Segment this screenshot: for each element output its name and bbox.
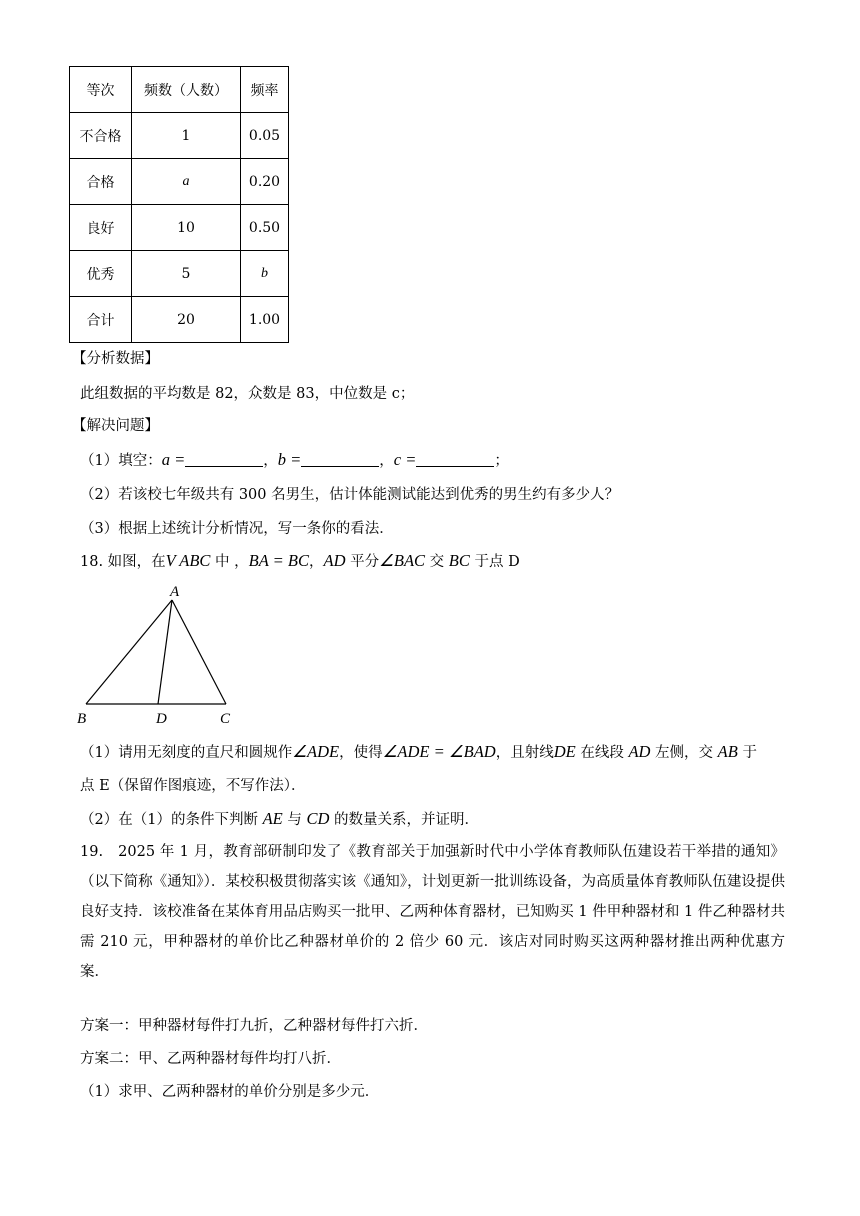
q18-p2-cd: CD (306, 809, 330, 828)
table-cell: 良好 (70, 205, 132, 251)
q18-p2-text: 与 (282, 812, 307, 828)
label-a: A (170, 584, 180, 600)
q1-prefix: （1）填空： (80, 453, 162, 469)
q18-text: 平分 (345, 554, 380, 570)
table-header-cell: 频率 (241, 67, 289, 113)
q1-b-label: b = (277, 450, 302, 469)
q1-a-label: a = (161, 450, 186, 469)
question-18-part-1-cont: 点 E（保留作图痕迹，不写作法）． (80, 778, 306, 794)
q18-triangle: V ABC (165, 551, 211, 570)
q18-number: 18. 如图，在 (80, 554, 166, 570)
table-row (70, 159, 289, 205)
frequency-table (69, 66, 289, 343)
q18-p1-text: 在线段 (575, 745, 629, 761)
solve-heading: 【解决问题】 (72, 418, 159, 434)
table-cell: 20 (132, 297, 241, 343)
q18-p1-text: （1）请用无刻度的直尺和圆规作 (80, 745, 293, 761)
question-18-stem (80, 551, 520, 572)
question-18-part-2 (80, 809, 479, 830)
table-cell: 0.20 (241, 159, 289, 205)
table-cell: 合计 (70, 297, 132, 343)
table-cell: 不合格 (70, 113, 132, 159)
q18-text: 于点 D (469, 554, 520, 570)
q18-p1-equation: ∠ADE = ∠BAD (382, 742, 496, 761)
table-cell: a (132, 159, 241, 205)
table-cell: 0.05 (241, 113, 289, 159)
question-17-part-1 (80, 450, 509, 471)
question-19-part-1: （1）求甲、乙两种器材的单价分别是多少元． (80, 1084, 380, 1100)
q18-p1-text: ，使得 (339, 745, 383, 761)
q18-text: ， (309, 554, 324, 570)
analysis-text: 此组数据的平均数是 82，众数是 83，中位数是 c； (80, 386, 415, 402)
table-cell: 10 (132, 205, 241, 251)
table-row (70, 113, 289, 159)
end-mark: ； (494, 453, 509, 469)
separator: ， (379, 453, 394, 469)
table-row (70, 251, 289, 297)
table-header-cell: 等次 (70, 67, 132, 113)
table-cell: 合格 (70, 159, 132, 205)
answer-blank[interactable] (185, 452, 263, 467)
table-row (70, 297, 289, 343)
table-cell: b (241, 251, 289, 297)
q18-text: 中 ， (210, 554, 249, 570)
label-d: D (156, 711, 167, 727)
question-19-plan-1: 方案一：甲种器材每件打九折，乙种器材每件打六折． (80, 1018, 428, 1034)
q18-p2-text: 的数量关系，并证明． (329, 812, 479, 828)
question-19-plan-2: 方案二：甲、乙两种器材每件均打八折． (80, 1051, 341, 1067)
table-cell: 1 (132, 113, 241, 159)
q18-p1-text: 于 (737, 745, 757, 761)
triangle-figure (74, 582, 244, 728)
table-header-cell: 频数（人数） (132, 67, 241, 113)
answer-blank[interactable] (301, 452, 379, 467)
question-17-part-3: （3）根据上述统计分析情况，写一条你的看法． (80, 521, 394, 537)
table-row (70, 205, 289, 251)
q18-p1-ad: AD (628, 742, 651, 761)
table-cell: 5 (132, 251, 241, 297)
q18-ad: AD (323, 551, 346, 570)
q1-c-label: c = (393, 450, 417, 469)
q18-text: 交 (425, 554, 449, 570)
q18-equation: BA = BC (248, 551, 309, 570)
q18-p1-text: 左侧，交 (650, 745, 718, 761)
separator: ， (263, 453, 278, 469)
q18-bc: BC (448, 551, 470, 570)
table-cell: 1.00 (241, 297, 289, 343)
q18-p1-de: DE (553, 742, 576, 761)
analysis-heading: 【分析数据】 (72, 351, 159, 367)
answer-blank[interactable] (416, 452, 494, 467)
q18-angle: ∠BAC (379, 551, 426, 570)
table-cell: 0.50 (241, 205, 289, 251)
question-19-stem: 19. 2025 年 1 月，教育部研制印发了《教育部关于加强新时代中小学体育教师队伍建设若干举措的通知》（以下简称《通知》）．某校积极贯彻落实该《通知》，计划更新一批训练设备，为高质量体育教师队伍建设提供良好支持．该校准备在某体育用品店购买一批甲、乙两种体育器材，已知购买 1 件甲种器材和 1 件乙种器材共需 210 元，甲种器材的单价比乙种器材单价的 2 倍少 60 元．该店对同时购买这两种器材推出两种优惠方案． (80, 844, 785, 980)
label-c: C (220, 711, 231, 727)
q18-p1-text: ，且射线 (495, 745, 554, 761)
q18-p1-angle: ∠ADE (292, 742, 340, 761)
table-cell: 优秀 (70, 251, 132, 297)
table-header-row (70, 67, 289, 113)
label-b: B (77, 711, 87, 727)
question-17-part-2: （2）若该校七年级共有 300 名男生，估计体能测试能达到优秀的男生约有多少人？ (80, 487, 620, 503)
question-18-part-1 (80, 742, 757, 763)
q18-p2-text: （2）在（1）的条件下判断 (80, 812, 263, 828)
q18-p2-ae: AE (262, 809, 283, 828)
q18-p1-ab: AB (717, 742, 738, 761)
